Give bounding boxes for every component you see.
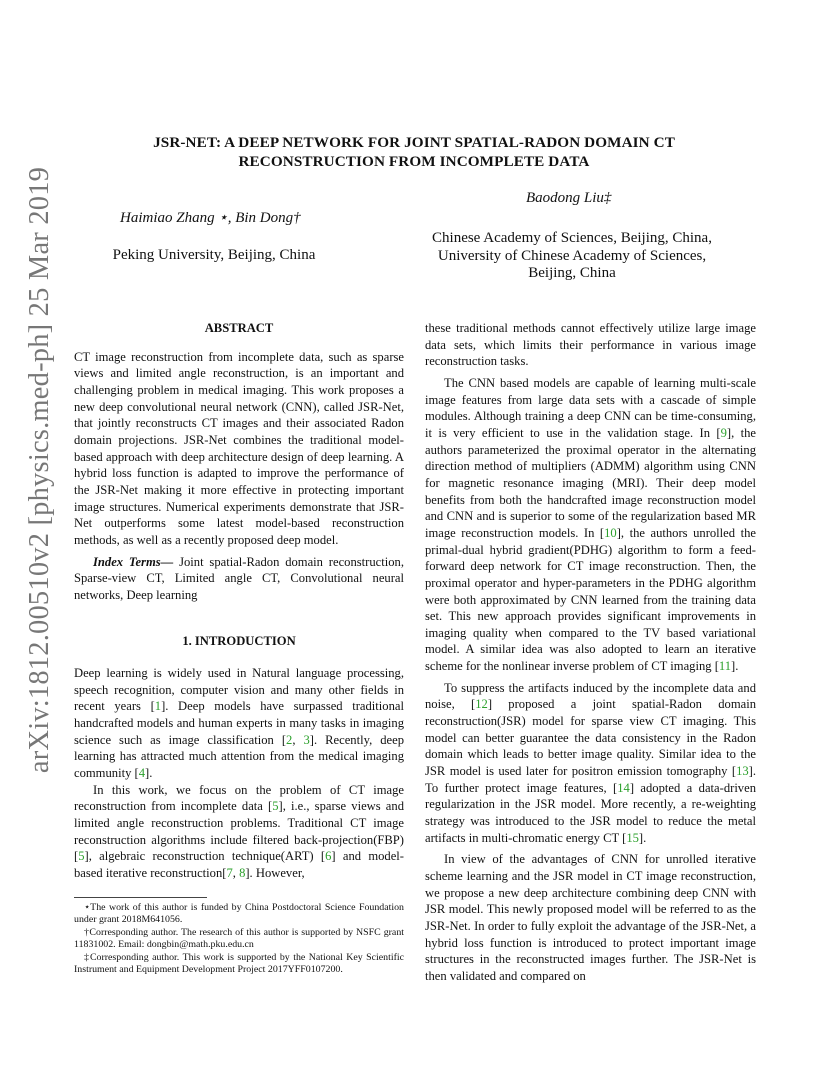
right-paragraph-2: To suppress the artifacts induced by the incomplete data and noise, [12] proposed a joint spatial-Radon domain reconstruction(JSR) model for sparse view CT imaging. This model can better guarantee the data consistency in the Radon domain which leads to better image quality. Similar idea to the JSR model is used later for positron emission tomography [13]. To further protect image features, [14] adopted a data-driven regularization in the JSR model. More recently, a re-weighting strategy was introduced to the JSR model to reduce the metal artifacts in multi-chromatic energy CT [15].	[425, 680, 756, 845]
citation-link[interactable]: 1	[154, 699, 162, 714]
abstract-text: CT image reconstruction from incomplete data, such as sparse views and limited angle reconstruction, is an important and challenging problem in medical imaging. This work proposes a new deep convolutional neural network (CNN), called JSR-Net, that jointly reconstructs CT images and their associated Radon domain projections. JSR-Net combines the traditional model-based approach with deep architecture design of deep learning. A hybrid loss function is adapted to improve the performance of the JSR-Net making it more effective in protecting important image structures. Numerical experiments demonstrate that JSR-Net outperforms some latest model-based reconstruction methods, as well as a recently proposed deep model.	[74, 349, 404, 547]
citation-link[interactable]: 15	[626, 830, 639, 845]
citation-link[interactable]: 12	[475, 697, 488, 712]
affiliation-right-line: Beijing, China	[528, 265, 616, 281]
citation-link[interactable]: 10	[604, 525, 617, 540]
index-terms	[74, 554, 404, 604]
citation-link[interactable]: 11	[718, 659, 732, 674]
right-paragraph-0: these traditional methods cannot effectively utilize large image data sets, which limits their performance in various image reconstruction tasks.	[425, 321, 756, 369]
index-terms-label: Index Terms—	[93, 554, 174, 569]
affiliation-right	[414, 230, 730, 283]
left-column	[74, 320, 404, 882]
footnote-1: ⋆The work of this author is funded by China Postdoctoral Science Foundation under grant 2018M641056.	[74, 902, 404, 926]
abstract-heading: ABSTRACT	[204, 321, 274, 335]
footnotes	[74, 902, 404, 976]
citation-link[interactable]: 9	[720, 425, 727, 440]
title-line-2: RECONSTRUCTION FROM INCOMPLETE DATA	[238, 153, 590, 170]
intro-paragraph-1: Deep learning is widely used in Natural language processing, speech recognition, computer vision and many other fields in recent years [1]. Deep models have surpassed traditional handcrafted models and human experts in many tasks in imaging science such as image classification [2, 3]. Recently, deep learning has attracted much attention from the medical imaging community [4].	[74, 666, 405, 781]
citation-link[interactable]: 8	[239, 866, 246, 881]
affiliation-right-line: Chinese Academy of Sciences, Beijing, China,	[432, 230, 712, 246]
footnote-rule	[74, 897, 207, 898]
footnote-2: †Corresponding author. The research of this author is supported by NSFC grant 11831002. Email: dongbin@math.pku.edu.cn	[74, 926, 404, 951]
citation-link[interactable]: 13	[736, 764, 749, 779]
citation-link[interactable]: 7	[226, 866, 233, 881]
authors-right: Baodong Liu‡	[526, 190, 612, 206]
footnote-3: ‡Corresponding author. This work is supported by the National Key Scientific Instrument and Equipment Development Project 2017YFF0107200.	[74, 951, 404, 976]
affiliation-left: Peking University, Beijing, China	[112, 247, 316, 263]
arxiv-identifier: arXiv:1812.00510v2 [physics.med-ph] 25 Mar 2019	[24, 166, 55, 774]
title-line-1: JSR-NET: A DEEP NETWORK FOR JOINT SPATIAL-RADON DOMAIN CT	[153, 134, 675, 151]
index-terms-text: Joint spatial-Radon domain reconstruction, Sparse-view CT, Limited angle CT, Convolutional neural networks, Deep learning	[74, 554, 404, 602]
intro-paragraph-2: In this work, we focus on the problem of CT image reconstruction from incomplete data [5], i.e., sparse views and limited angle reconstruction problems. Traditional CT image reconstruction algorithms include filtered back-projection(FBP) [5], algebraic reconstruction technique(ART) [6] and model-based iterative reconstruction[7, 8]. However,	[74, 782, 404, 881]
citation-link[interactable]: 5	[78, 849, 85, 864]
affiliation-right-line: University of Chinese Academy of Sciences,	[437, 247, 707, 264]
arxiv-sidebar-stamp	[10, 120, 70, 820]
right-paragraph-3: In view of the advantages of CNN for unrolled iterative scheme learning and the JSR model in CT image reconstruction, we propose a new deep architecture combining deep CNN with JSR model. This newly proposed model will be referred to as the JSR-Net. In order to fully exploit the advantage of the JSR-Net, a hybrid loss function is introduced to protect important image structures in the reconstructed images further. The JSR-Net is then validated and compared on	[425, 852, 756, 983]
right-paragraph-1: The CNN based models are capable of learning multi-scale image features from large data sets with a cascade of simple modules. Although training a deep CNN can be time-consuming, it is very efficient to use in the validation stage. In [9], the authors parameterized the proximal operator in the alternating direction method of multipliers (ADMM) algorithm using CNN for magnetic resonance imaging (MRI). Their deep model benefits from both the handcrafted image reconstruction model and CNN and is superior to some of the regularization based MR image reconstruction models. In [10], the authors unrolled the primal-dual hybrid gradient(PDHG) algorithm to form a feed-forward deep network for CT image reconstruction. Then, the proximal operator and hyper-parameters in the PDHG algorithm were both approximated by CNN learned from the training data set. This new approach provides significant improvements in imaging quality when compared to the TV based variational model. A similar idea was also adopted to learn an iterative scheme for the nonlinear inverse problem of CT imaging [11].	[425, 375, 756, 674]
paper-title	[100, 133, 728, 171]
introduction-heading: 1. INTRODUCTION	[182, 633, 296, 648]
right-column	[425, 320, 756, 985]
citation-link[interactable]: 5	[272, 799, 279, 814]
citation-link[interactable]: 2	[286, 732, 293, 747]
citation-link[interactable]: 14	[617, 780, 630, 795]
citation-link[interactable]: 3	[303, 732, 310, 747]
citation-link[interactable]: 6	[325, 849, 332, 864]
citation-link[interactable]: 4	[138, 766, 146, 781]
authors-left: Haimiao Zhang ⋆, Bin Dong†	[120, 210, 301, 226]
